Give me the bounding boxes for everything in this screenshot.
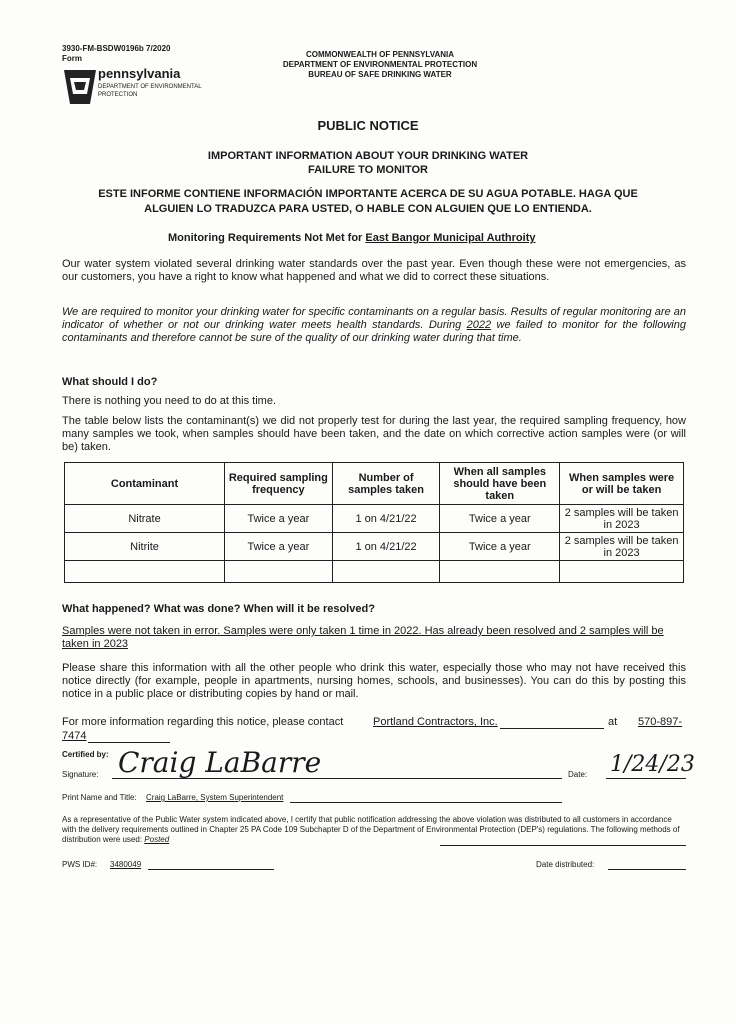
date-distributed-line: [608, 869, 686, 870]
pws-id-label: PWS ID#:: [62, 860, 98, 869]
table-row: [65, 533, 684, 561]
cell: 2 samples will be taken in 2023: [560, 505, 684, 533]
signature-line: [112, 778, 562, 779]
print-name-value: Craig LaBarre, System Superintendent: [146, 793, 284, 802]
header-contaminant: Contaminant: [65, 463, 225, 505]
signature-value: Craig LaBarre: [118, 746, 322, 779]
agency-line-2: DEPARTMENT OF ENVIRONMENTAL PROTECTION: [282, 60, 478, 69]
what-happened-heading: What happened? What was done? When will it be resolved?: [62, 603, 375, 615]
what-happened-text: Samples were not taken in error. Samples were only taken 1 time in 2022. Has already been resolved and 2 samples will be taken in 2023: [62, 625, 664, 650]
cell: Twice a year: [440, 533, 560, 561]
print-name-line: [290, 802, 562, 803]
cell: 1 on 4/21/22: [332, 505, 440, 533]
monitoring-heading: [168, 232, 536, 244]
cell: [440, 561, 560, 583]
header-will-be-taken: When samples were or will be taken: [560, 463, 684, 505]
cell: Twice a year: [225, 505, 333, 533]
phone-part-2: 7474: [62, 730, 87, 742]
cell: [65, 561, 225, 583]
form-number: 3930-FM-BSDW0196b 7/2020: [62, 44, 171, 53]
contact-label: For more information regarding this notice, please contact: [62, 716, 344, 728]
signature-label: Signature:: [62, 770, 99, 779]
pws-id-value: 3480049: [110, 860, 142, 869]
at-label: at: [608, 716, 618, 728]
agency-line-1: COMMONWEALTH OF PENNSYLVANIA: [306, 50, 454, 59]
cert-text: As a representative of the Public Water system indicated above, I certify that public notification addressing the above violation was distributed to all customers in accordance with the delivery requirements outlined in Chapter 25 PA Code 109 Subchapter D of the Department of Environmental Protection (DEP's) regulations. The following methods of distribution were used:: [62, 815, 680, 844]
agency-line-3: BUREAU OF SAFE DRINKING WATER: [308, 70, 452, 79]
cell: Twice a year: [225, 533, 333, 561]
print-name-label: Print Name and Title:: [62, 793, 137, 802]
share-paragraph: Please share this information with all the other people who drink this water, especially those who may not have received this notice directly (for example, people in apartments, nursing homes, schools, and businesses). You can do this by posting this notice in a public place or distributing copies by hand or mail.: [62, 662, 686, 700]
nothing-text: There is nothing you need to do at this time.: [62, 395, 277, 407]
form-label: Form: [62, 54, 82, 63]
cell: 2 samples will be taken in 2023: [560, 533, 684, 561]
header-should-have: When all samples should have been taken: [440, 463, 560, 505]
spanish-line-1: ESTE INFORME CONTIENE INFORMACIÓN IMPORTANTE ACERCA DE SU AGUA POTABLE. HAGA QUE: [98, 188, 638, 200]
pws-id-line: [148, 869, 274, 870]
intro-paragraph: Our water system violated several drinking water standards over the past year. Even though these were not emergencies, as our customers, you have a right to know what happened and what we did to correct these situations.: [62, 258, 686, 283]
subtitle-2: FAILURE TO MONITOR: [308, 164, 428, 176]
table-row: [65, 561, 684, 583]
monitoring-label: Monitoring Requirements Not Met for: [168, 232, 363, 244]
what-should-i-do-heading: What should I do?: [62, 376, 158, 388]
certification-text: [62, 815, 688, 845]
monitor-text-b: we failed to monitor for the following contaminants and therefore cannot be sure of the quality of our drinking water during that time.: [62, 319, 686, 344]
logo-dept-2: PROTECTION: [98, 92, 138, 98]
monitor-year: 2022: [466, 319, 492, 331]
subtitle-1: IMPORTANT INFORMATION ABOUT YOUR DRINKING WATER: [207, 150, 529, 162]
distribution-method: Posted: [144, 835, 170, 844]
date-distributed-label: Date distributed:: [536, 860, 595, 869]
contact-underline: [500, 728, 604, 729]
date-value: 1/24/23: [610, 752, 695, 777]
phone-part-1: 570-897-: [638, 716, 683, 728]
pennsylvania-keystone-logo: [60, 64, 100, 108]
date-line: [606, 778, 686, 779]
agency-header: [250, 50, 510, 80]
system-name: East Bangor Municipal Authroity: [365, 232, 536, 244]
monitor-text-a: We are required to monitor your drinking water for specific contaminants on a regular basis. Results of regular monitoring are an indicator of whether or not our drinking water meets health standards. During: [62, 306, 686, 331]
table-row: [65, 505, 684, 533]
date-label: Date:: [568, 770, 588, 779]
logo-dept: DEPARTMENT OF ENVIRONMENTAL: [98, 84, 202, 90]
contact-name: Portland Contractors, Inc.: [373, 716, 498, 728]
monitor-paragraph: [62, 306, 686, 345]
logo-name: pennsylvania: [98, 66, 181, 81]
cell: Nitrite: [65, 533, 225, 561]
phone-underline: [88, 742, 170, 743]
page-title: PUBLIC NOTICE: [317, 118, 419, 133]
cell: Nitrate: [65, 505, 225, 533]
table-header-row: [65, 463, 684, 505]
spanish-line-2: ALGUIEN LO TRADUZCA PARA USTED, O HABLE CON ALGUIEN QUE LO ENTIENDA.: [144, 203, 592, 215]
contaminant-table: [64, 462, 684, 583]
certified-by-label: Certified by:: [62, 750, 109, 759]
cell: [560, 561, 684, 583]
header-samples-taken: Number of samples taken: [332, 463, 440, 505]
cell: [332, 561, 440, 583]
cell: 1 on 4/21/22: [332, 533, 440, 561]
method-line: [440, 845, 686, 846]
header-frequency: Required sampling frequency: [225, 463, 333, 505]
table-intro: The table below lists the contaminant(s) we did not properly test for during the last year, the required sampling frequency, how many samples we took, when samples should have been taken, and the date on which corrective action samples were (or will be) taken.: [62, 415, 686, 453]
cell: [225, 561, 333, 583]
cell: Twice a year: [440, 505, 560, 533]
